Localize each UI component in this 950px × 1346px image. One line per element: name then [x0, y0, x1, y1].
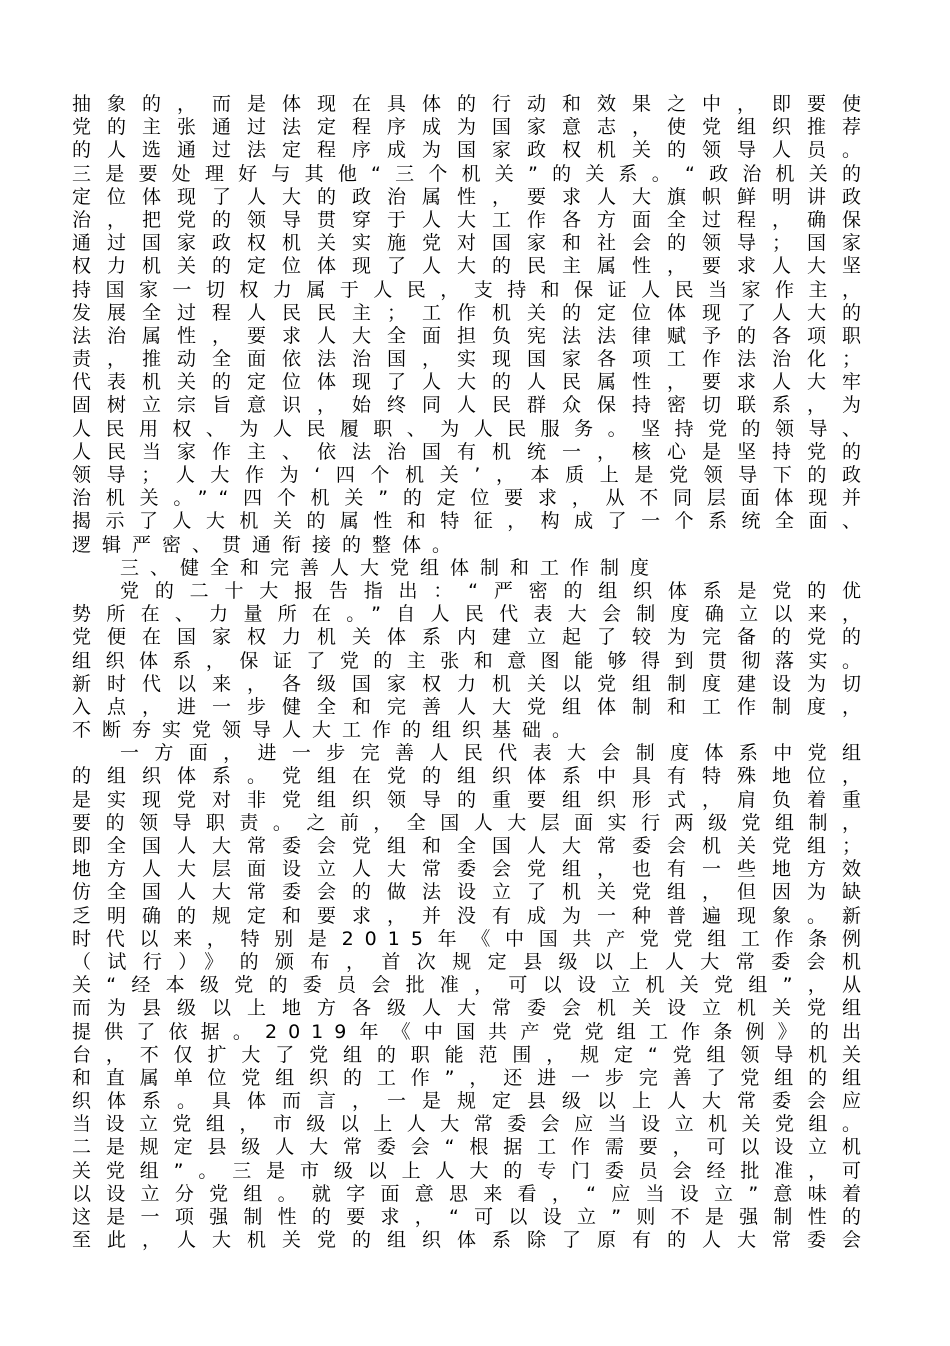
text-line: 权力机关的定位体现了人大的民主属性，要求人大坚 [72, 255, 872, 278]
text-line: 势所在、力量所在。”自人民代表大会制度确立以来， [72, 603, 872, 626]
text-line: 固树立宗旨意识，始终同人民群众保持密切联系，为 [72, 394, 872, 417]
text-line: 而为县级以上地方各级人大常委会机关设立机关党组 [72, 997, 872, 1020]
text-line: 逻辑严密、贯通衔接的整体。 [72, 533, 463, 556]
text-line: 二是规定县级人大常委会“根据工作需要，可以设立机 [72, 1136, 872, 1159]
text-line: 组织体系，保证了党的主张和意图能够得到贯彻落实。 [72, 649, 872, 672]
text-line: 党的主张通过法定程序成为国家意志，使党组织推荐 [72, 116, 872, 139]
text-line: 关党组”。三是市级以上人大的专门委员会经批准，可 [72, 1159, 872, 1182]
text-line: 的组织体系。党组在党的组织体系中具有特殊地位， [72, 765, 872, 788]
text-line: 的人选通过法定程序成为国家政权机关的领导人员。 [72, 139, 872, 162]
text-line: 时代以来，特别是2015年《中国共产党党组工作条例 [72, 927, 872, 950]
text-line: 发展全过程人民民主；工作机关的定位体现了人大的 [72, 301, 872, 324]
text-line: 和直属单位党组织的工作”，还进一步完善了党组的组 [72, 1066, 872, 1089]
section-heading: 三、健全和完善人大党组体制和工作制度 [120, 556, 661, 579]
text-line: 持国家一切权力属于人民，支持和保证人民当家作主， [72, 278, 872, 301]
text-line: 定位体现了人大的政治属性，要求人大旗帜鲜明讲政 [72, 185, 872, 208]
text-line: 领导；人大作为‘四个机关’，本质上是党领导下的政 [72, 464, 872, 486]
text-line: 责，推动全面依法治国，实现国家各项工作法治化； [72, 348, 872, 371]
text-line: 抽象的，而是体现在具体的行动和效果之中，即要使 [72, 93, 872, 115]
text-line: 治，把党的领导贯穿于人大工作各方面全过程，确保 [72, 208, 872, 231]
text-line: 入点，进一步健全和完善人大党组体制和工作制度， [72, 695, 872, 718]
text-line: 即全国人大常委会党组和全国人大常委会机关党组； [72, 835, 872, 857]
text-line: 关“经本级党的委员会批准，可以设立机关党组”，从 [72, 974, 872, 997]
text-line: 不断夯实党领导人大工作的组织基础。 [72, 719, 583, 742]
text-line: 以设立分党组。就字面意思来看，“应当设立”意味着 [72, 1182, 872, 1205]
text-line: 是实现党对非党组织领导的重要组织形式，肩负着重 [72, 788, 872, 811]
text-line: 法治属性，要求人大全面担负宪法法律赋予的各项职 [72, 324, 872, 347]
text-line: 乏明确的规定和要求，并没有成为一种普遍现象。新 [72, 904, 872, 927]
text-line: 一方面，进一步完善人民代表大会制度体系中党组 [120, 742, 872, 765]
text-line: 人民用权、为人民履职、为人民服务。坚持党的领导、 [72, 417, 872, 440]
text-line: 党便在国家权力机关体系内建立起了较为完备的党的 [72, 626, 872, 649]
text-line: 党的二十大报告指出：“严密的组织体系是党的优 [120, 579, 872, 602]
text-line: 地方人大层面设立人大常委会党组，也有一些地方效 [72, 858, 872, 881]
text-line: 要的领导职责。之前，全国人大层面实行两级党组制， [72, 811, 872, 834]
text-line: 台，不仅扩大了党组的职能范围，规定“党组领导机关 [72, 1043, 872, 1066]
text-line: 代表机关的定位体现了人大的人民属性，要求人大牢 [72, 371, 872, 394]
text-line: 提供了依据。2019年《中国共产党党组工作条例》的出 [72, 1020, 872, 1043]
text-line: 治机关。”“四个机关”的定位要求，从不同层面体现并 [72, 487, 872, 510]
text-line: 仿全国人大常委会的做法设立了机关党组，但因为缺 [72, 881, 872, 904]
text-line: 通过国家政权机关实施党对国家和社会的领导；国家 [72, 232, 872, 255]
text-line: 这是一项强制性的要求，“可以设立”则不是强制性的 [72, 1206, 872, 1228]
text-line: 织体系。具体而言，一是规定县级以上人大常委会应 [72, 1090, 872, 1113]
text-line: 当设立党组，市级以上人大常委会应当设立机关党组。 [72, 1113, 872, 1136]
text-line: （试行）》的颁布，首次规定县级以上人大常委会机 [72, 950, 872, 973]
text-line: 新时代以来，各级国家权力机关以党组制度建设为切 [72, 672, 872, 695]
text-line: 三是要处理好与其他“三个机关”的关系。“政治机关的 [72, 162, 872, 185]
body-text [72, 93, 872, 1252]
text-line: 人民当家作主、依法治国有机统一，核心是坚持党的 [72, 440, 872, 463]
text-line: 揭示了人大机关的属性和特征，构成了一个系统全面、 [72, 510, 872, 533]
text-line: 至此，人大机关党的组织体系除了原有的人大常委会 [72, 1229, 872, 1252]
